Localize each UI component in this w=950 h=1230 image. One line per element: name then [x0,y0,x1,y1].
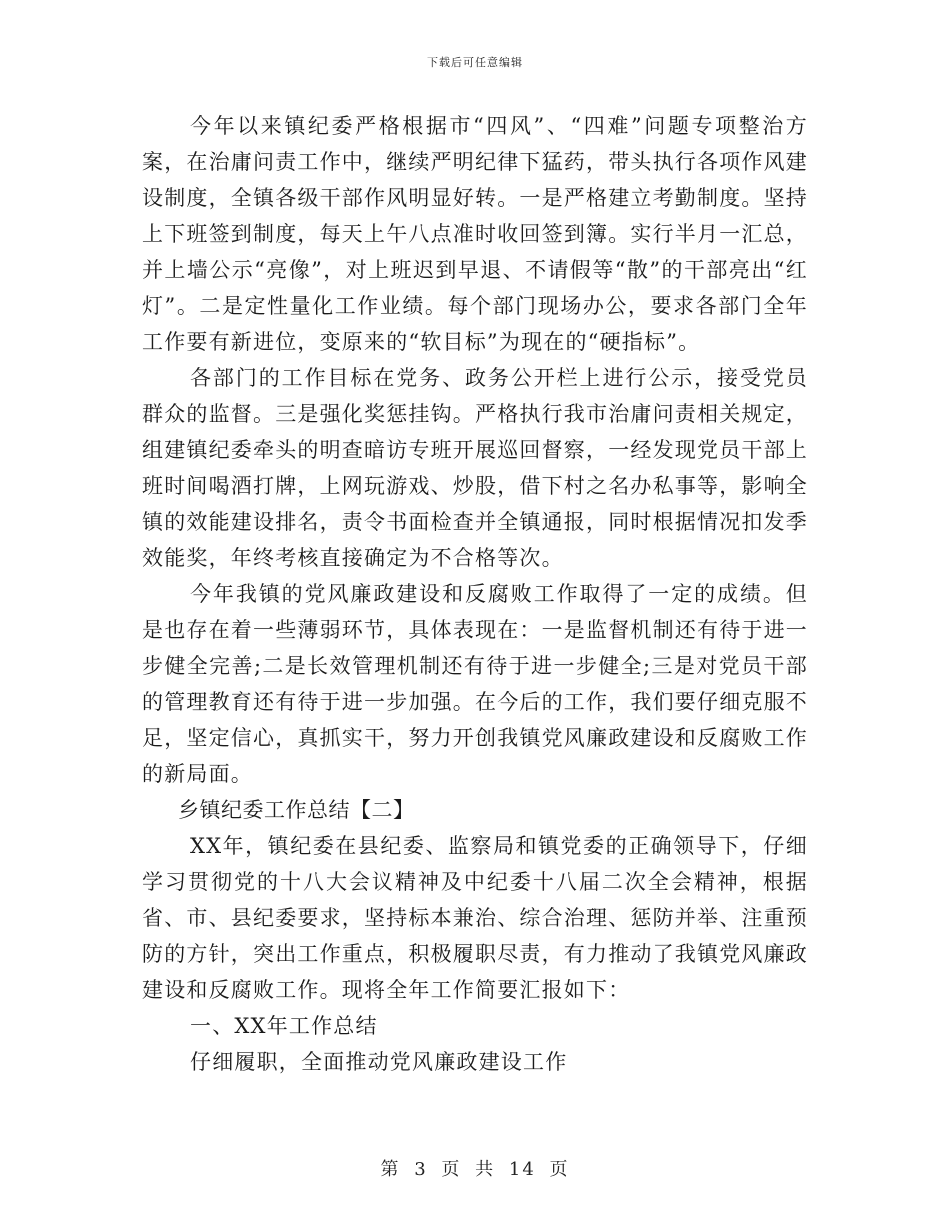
paragraph-1: 今年以来镇纪委严格根据市“四风”、“四难”问题专项整治方案，在治庸问责工作中，继续严明纪律下猛药，带头执行各项作风建设制度，全镇各级干部作风明显好转。一是严格建立考勤制度。坚持上下班签到制度，每天上午八点准时收回签到簿。实行半月一汇总，并上墙公示“亮像”，对上班迟到早退、不请假等“散”的干部亮出“红灯”。二是定性量化工作业绩。每个部门现场办公，要求各部门全年工作要有新进位，变原来的“软目标”为现在的“硬指标”。 [142,114,808,354]
header-note: 下载后可任意编辑 [427,56,523,69]
paragraph-3: 今年我镇的党风廉政建设和反腐败工作取得了一定的成绩。但是也存在着一些薄弱环节，具体表现在：一是监督机制还有待于进一步健全完善;二是长效管理机制还有待于进一步健全;三是对党员干部的管理教育还有待于进一步加强。在今后的工作，我们要仔细克服不足，坚定信心，真抓实干，努力开创我镇党风廉政建设和反腐败工作的新局面。 [142,582,808,786]
section-title: 乡镇纪委工作总结【二】 [178,798,415,822]
subheading: 一、XX年工作总结 [190,1014,378,1038]
footer-label-total-unit: 页 [549,1159,570,1180]
footer-current-page: 3 [414,1159,428,1180]
footer-label-page-unit: 页 [441,1159,462,1180]
document-body [142,108,808,1080]
subheading-line: 仔细履职，全面推动党风廉政建设工作 [190,1050,568,1074]
page-footer [0,1155,950,1181]
footer-label-total: 共 [475,1159,496,1180]
footer-label-page: 第 [380,1159,401,1180]
footer-total-pages: 14 [508,1159,536,1180]
section-paragraph: XX年，镇纪委在县纪委、监察局和镇党委的正确领导下，仔细学习贯彻党的十八大会议精神及中纪委十八届二次全会精神，根据省、市、县纪委要求，坚持标本兼治、综合治理、惩防并举、注重预防的方针，突出工作重点，积极履职尽责，有力推动了我镇党风廉政建设和反腐败工作。现将全年工作简要汇报如下： [142,834,808,1002]
paragraph-2: 各部门的工作目标在党务、政务公开栏上进行公示，接受党员群众的监督。三是强化奖惩挂钩。严格执行我市治庸问责相关规定，组建镇纪委牵头的明查暗访专班开展巡回督察，一经发现党员干部上班时间喝酒打牌，上网玩游戏、炒股，借下村之名办私事等，影响全镇的效能建设排名，责令书面检查并全镇通报，同时根据情况扣发季效能奖，年终考核直接确定为不合格等次。 [142,366,808,570]
